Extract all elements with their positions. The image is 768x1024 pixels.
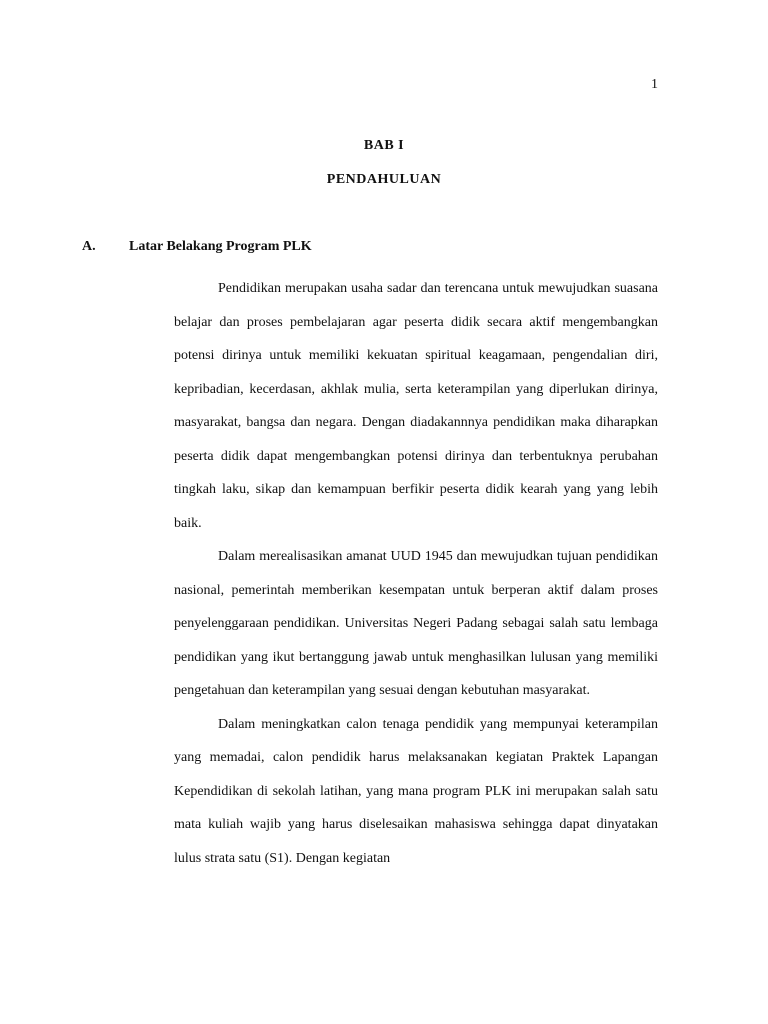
section-marker: A. <box>82 239 96 254</box>
page-number: 1 <box>651 77 658 92</box>
section-title: Latar Belakang Program PLK <box>129 239 312 254</box>
chapter-number: BAB I <box>363 138 405 153</box>
section-heading <box>82 238 662 256</box>
body-text <box>174 272 658 875</box>
chapter-title: PENDAHULUAN <box>326 172 442 187</box>
paragraph: Pendidikan merupakan usaha sadar dan terencana untuk mewujudkan suasana belajar dan proses pembelajaran agar peserta didik secara aktif mengembangkan potensi dirinya untuk memiliki kekuatan spiritual keagamaan, pengendalian diri, kepribadian, kecerdasan, akhlak mulia, serta keterampilan yang diperlukan dirinya, masyarakat, bangsa dan negara. Dengan diadakannnya pendidikan maka diharapkan peserta didik dapat mengembangkan potensi dirinya dan terbentuknya perubahan tingkah laku, sikap dan kemampuan berfikir peserta didik kearah yang yang lebih baik. <box>174 281 658 531</box>
paragraph: Dalam merealisasikan amanat UUD 1945 dan mewujudkan tujuan pendidikan nasional, pemerintah memberikan kesempatan untuk berperan aktif dalam proses penyelenggaraan pendidikan. Universitas Negeri Padang sebagai salah satu lembaga pendidikan yang ikut bertanggung jawab untuk menghasilkan lulusan yang memiliki pengetahuan dan keterampilan yang sesuai dengan kebutuhan masyarakat. <box>174 549 658 698</box>
paragraph: Dalam meningkatkan calon tenaga pendidik yang mempunyai keterampilan yang memadai, calon pendidik harus melaksanakan kegiatan Praktek Lapangan Kependidikan di sekolah latihan, yang mana program PLK ini merupakan salah satu mata kuliah wajib yang harus diselesaikan mahasiswa sehingga dapat dinyatakan lulus strata satu (S1). Dengan kegiatan <box>174 716 658 866</box>
